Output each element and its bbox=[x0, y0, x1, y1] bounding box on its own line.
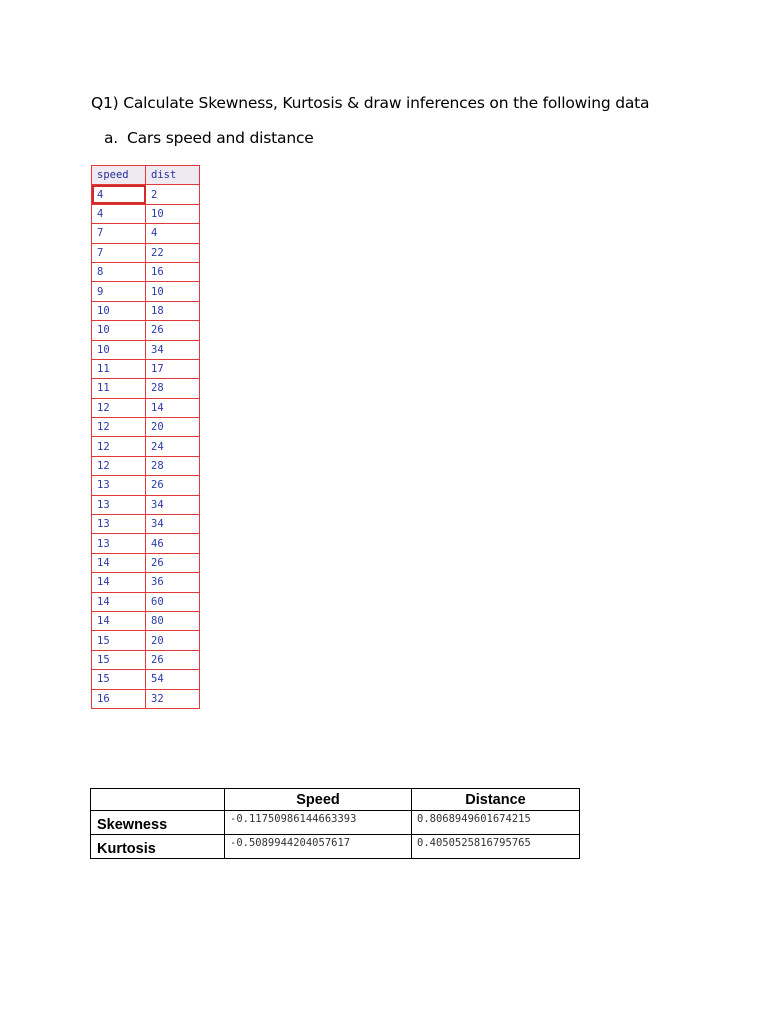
table-row bbox=[92, 437, 200, 456]
table-row bbox=[92, 340, 200, 359]
cell-dist[interactable]: 2 bbox=[146, 185, 200, 204]
cell-speed[interactable]: 8 bbox=[92, 262, 146, 281]
cell-speed[interactable]: 13 bbox=[92, 515, 146, 534]
cell-speed[interactable]: 7 bbox=[92, 243, 146, 262]
table-row bbox=[92, 301, 200, 320]
cell-speed[interactable]: 4 bbox=[92, 185, 146, 204]
cell-speed[interactable]: 14 bbox=[92, 553, 146, 572]
cell-dist[interactable]: 16 bbox=[146, 262, 200, 281]
cell-speed[interactable]: 14 bbox=[92, 573, 146, 592]
list-marker: a. bbox=[104, 129, 119, 147]
table-row bbox=[92, 204, 200, 223]
stats-header-speed: Speed bbox=[225, 789, 412, 811]
table-row bbox=[92, 418, 200, 437]
table-row bbox=[92, 631, 200, 650]
table-row bbox=[92, 224, 200, 243]
table-row bbox=[92, 670, 200, 689]
cell-speed[interactable]: 4 bbox=[92, 204, 146, 223]
table-row bbox=[92, 359, 200, 378]
stats-header-row bbox=[91, 789, 580, 811]
cell-speed[interactable]: 13 bbox=[92, 534, 146, 553]
kurtosis-speed-value: -0.5089944204057617 bbox=[225, 835, 412, 859]
column-header-dist[interactable]: dist bbox=[146, 166, 200, 185]
subheading bbox=[104, 129, 314, 147]
column-header-speed[interactable]: speed bbox=[92, 166, 146, 185]
cell-speed[interactable]: 13 bbox=[92, 476, 146, 495]
stats-header-distance: Distance bbox=[412, 789, 580, 811]
cell-dist[interactable]: 26 bbox=[146, 476, 200, 495]
stats-row-kurtosis bbox=[91, 835, 580, 859]
skewness-speed-value: -0.11750986144663393 bbox=[225, 811, 412, 835]
subheading-text: Cars speed and distance bbox=[127, 129, 314, 147]
cell-dist[interactable]: 4 bbox=[146, 224, 200, 243]
table-row bbox=[92, 689, 200, 708]
table-row bbox=[92, 611, 200, 630]
cell-speed[interactable]: 10 bbox=[92, 321, 146, 340]
cell-dist[interactable]: 28 bbox=[146, 379, 200, 398]
cell-dist[interactable]: 28 bbox=[146, 456, 200, 475]
question-text: Q1) Calculate Skewness, Kurtosis & draw inferences on the following data bbox=[91, 94, 650, 112]
cell-dist[interactable]: 32 bbox=[146, 689, 200, 708]
kurtosis-distance-value: 0.4050525816795765 bbox=[412, 835, 580, 859]
cell-dist[interactable]: 26 bbox=[146, 321, 200, 340]
cell-dist[interactable]: 60 bbox=[146, 592, 200, 611]
skewness-distance-value: 0.8068949601674215 bbox=[412, 811, 580, 835]
cell-dist[interactable]: 22 bbox=[146, 243, 200, 262]
cell-dist[interactable]: 10 bbox=[146, 204, 200, 223]
cell-dist[interactable]: 34 bbox=[146, 515, 200, 534]
table-row bbox=[92, 456, 200, 475]
table-row bbox=[92, 321, 200, 340]
cell-dist[interactable]: 46 bbox=[146, 534, 200, 553]
table-row bbox=[92, 243, 200, 262]
table-row bbox=[92, 262, 200, 281]
cell-speed[interactable]: 11 bbox=[92, 359, 146, 378]
cell-dist[interactable]: 24 bbox=[146, 437, 200, 456]
stats-table bbox=[90, 788, 580, 859]
cell-dist[interactable]: 26 bbox=[146, 553, 200, 572]
table-row bbox=[92, 476, 200, 495]
cell-dist[interactable]: 18 bbox=[146, 301, 200, 320]
cell-speed[interactable]: 13 bbox=[92, 495, 146, 514]
table-row bbox=[92, 398, 200, 417]
cell-dist[interactable]: 34 bbox=[146, 495, 200, 514]
cell-dist[interactable]: 26 bbox=[146, 650, 200, 669]
table-row bbox=[92, 553, 200, 572]
cell-dist[interactable]: 17 bbox=[146, 359, 200, 378]
table-row bbox=[92, 573, 200, 592]
table-row bbox=[92, 650, 200, 669]
cell-speed[interactable]: 14 bbox=[92, 592, 146, 611]
cars-data-table bbox=[91, 165, 200, 709]
cell-dist[interactable]: 80 bbox=[146, 611, 200, 630]
cell-speed[interactable]: 12 bbox=[92, 398, 146, 417]
table-row bbox=[92, 592, 200, 611]
table-row bbox=[92, 185, 200, 204]
cell-dist[interactable]: 20 bbox=[146, 418, 200, 437]
cell-dist[interactable]: 54 bbox=[146, 670, 200, 689]
cell-dist[interactable]: 14 bbox=[146, 398, 200, 417]
cell-speed[interactable]: 7 bbox=[92, 224, 146, 243]
table-row bbox=[92, 379, 200, 398]
cell-speed[interactable]: 12 bbox=[92, 456, 146, 475]
table-row bbox=[92, 282, 200, 301]
stats-header-empty bbox=[91, 789, 225, 811]
stats-row-label: Kurtosis bbox=[91, 835, 225, 859]
stats-row-label: Skewness bbox=[91, 811, 225, 835]
cell-dist[interactable]: 10 bbox=[146, 282, 200, 301]
cell-speed[interactable]: 12 bbox=[92, 437, 146, 456]
table-row bbox=[92, 534, 200, 553]
cell-speed[interactable]: 14 bbox=[92, 611, 146, 630]
cell-speed[interactable]: 12 bbox=[92, 418, 146, 437]
cell-dist[interactable]: 20 bbox=[146, 631, 200, 650]
table-header-row bbox=[92, 166, 200, 185]
cell-speed[interactable]: 11 bbox=[92, 379, 146, 398]
cell-speed[interactable]: 15 bbox=[92, 631, 146, 650]
cell-speed[interactable]: 10 bbox=[92, 340, 146, 359]
cell-speed[interactable]: 10 bbox=[92, 301, 146, 320]
stats-row-skewness bbox=[91, 811, 580, 835]
cell-dist[interactable]: 36 bbox=[146, 573, 200, 592]
cell-speed[interactable]: 16 bbox=[92, 689, 146, 708]
cell-speed[interactable]: 15 bbox=[92, 670, 146, 689]
cell-dist[interactable]: 34 bbox=[146, 340, 200, 359]
table-row bbox=[92, 495, 200, 514]
cell-speed[interactable]: 15 bbox=[92, 650, 146, 669]
table-row bbox=[92, 515, 200, 534]
cell-speed[interactable]: 9 bbox=[92, 282, 146, 301]
